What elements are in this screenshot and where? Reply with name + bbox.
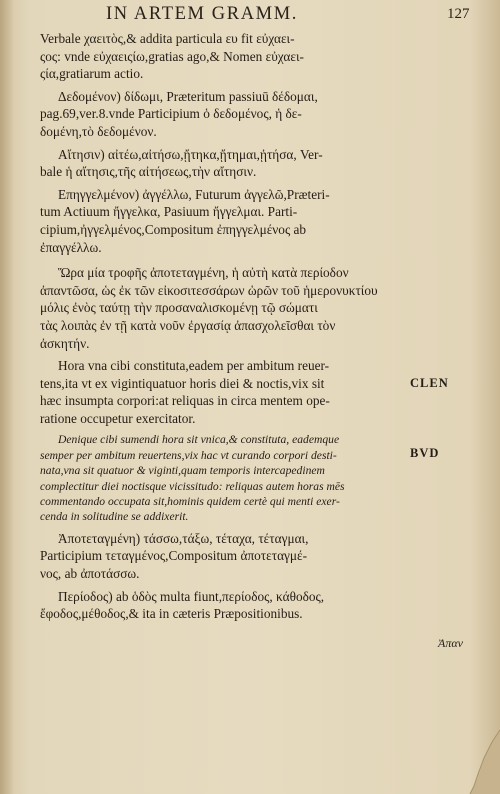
text-line: Επηγγελμένον) ἀγγέλλω, Futurum ἀγγελῶ,Præteri- bbox=[58, 186, 330, 202]
text-line: νος, ab ἀποτάσσω. bbox=[40, 566, 140, 581]
text-line: ἔφοδος,μέθοδος,& ita in cæteris Præpositionibus. bbox=[40, 606, 303, 622]
italic-commentary-line: Denique cibi sumendi hora sit vnica,& constituta, eademque bbox=[58, 433, 340, 447]
running-title: IN ARTEM GRAMM. bbox=[106, 4, 298, 24]
text-line: Περίοδος) ab ὁδὸς multa fiunt,περίοδος, κάθοδος, bbox=[58, 588, 325, 604]
text-line: Verbale χαειτὸς,& addita particula ευ fit εὐχαει- bbox=[40, 31, 295, 46]
text-line: Ἀποτεταγμένη) τάσσω,τάξω, τέταχα, τέταγμαι, bbox=[58, 530, 309, 546]
torn-corner bbox=[440, 724, 500, 794]
text-line: ἐπαγγέλλω. bbox=[40, 239, 102, 255]
text-body bbox=[40, 30, 445, 623]
text-line: pag.69,ver.8.vnde Participium ὁ δεδομένος, ἡ δε- bbox=[40, 106, 302, 122]
italic-commentary-line: semper per ambitum reuertens,vix hac vt curando corpori desti- bbox=[40, 448, 337, 462]
text-line: bale ἡ αἴτησις,τῆς αἰτήσεως,τὴν αἴτησιν. bbox=[40, 164, 257, 180]
italic-commentary-line: cenda in solitudine se addixerit. bbox=[40, 510, 189, 524]
text-line: Αἴτησιν) αἰτέω,αἰτήσω,ᾔτηκα,ᾔτημαι,ᾐτήσα, Ver- bbox=[58, 146, 323, 162]
italic-commentary-line: commentando occupata sit,hominis quidem certè qui menti exer- bbox=[40, 495, 340, 509]
italic-commentary-line: nata,vna sit quatuor & viginti,quam temporis intercapedinem bbox=[40, 464, 325, 478]
margin-note-clen: CLEN bbox=[410, 376, 449, 390]
text-line: ςος: vnde εὐχαειςίω,gratias ago,& Nomen εὐχαει- bbox=[40, 48, 304, 64]
text-line: tum Actiuum ἤγγελκα, Pasiuum ἤγγελμαι. Parti- bbox=[40, 204, 298, 220]
margin-note-bvd: BVD bbox=[410, 446, 440, 460]
catchword: Ἀπαν bbox=[438, 636, 463, 650]
running-header bbox=[0, 4, 500, 26]
gutter-shadow bbox=[0, 0, 14, 794]
greek-quote-line: ἀπαντῶσα, ὡς ἐκ τῶν εἰκοσιτεσσάρων ὡρῶν τοῦ ἡμερονυκτίου bbox=[40, 282, 378, 298]
page-number: 127 bbox=[447, 6, 470, 22]
text-line: δομένη,τὸ δεδομένον. bbox=[40, 123, 157, 139]
text-line: Δεδομένον) δίδωμι, Præteritum passiuū δέδομαι, bbox=[58, 88, 318, 104]
text-line: Participium τεταγμένος,Compositum ἀποτεταγμέ- bbox=[40, 548, 308, 564]
latin-translation-line: hæc insumpta corpori:at reliquas in circa mentem ope- bbox=[40, 393, 330, 409]
italic-commentary-line: complectitur diei noctisque vicissitudo: reliquas autem horas mēs bbox=[40, 479, 345, 493]
text-line: ςία,gratiarum actio. bbox=[40, 66, 144, 82]
latin-translation-line: ratione occupetur exercitator. bbox=[40, 410, 196, 426]
latin-translation-line: Hora vna cibi constituta,eadem per ambitum reuer- bbox=[58, 358, 330, 374]
greek-quote-line: ἀσκητήν. bbox=[40, 335, 90, 351]
greek-quote-line: τὰς λοιπὰς ἐν τῇ κατὰ νοῦν ἐργασίᾳ ἀπασχολεῖσθαι τὸν bbox=[40, 317, 336, 333]
greek-quote-line: Ὥρα μία τροφῆς ἀποτεταγμένη, ἡ αὐτὴ κατὰ περίοδον bbox=[58, 265, 349, 281]
greek-quote-line: μόλις ἐνὸς ταύτῃ τὴν προσαναλισκομένῃ τῷ σώματι bbox=[40, 300, 318, 316]
text-line: cipium,ἠγγελμένος,Compositum ἐπηγγελμένος ab bbox=[40, 221, 307, 237]
latin-translation-line: tens,ita vt ex vigintiquatuor horis diei & noctis,vix sit bbox=[40, 375, 325, 391]
